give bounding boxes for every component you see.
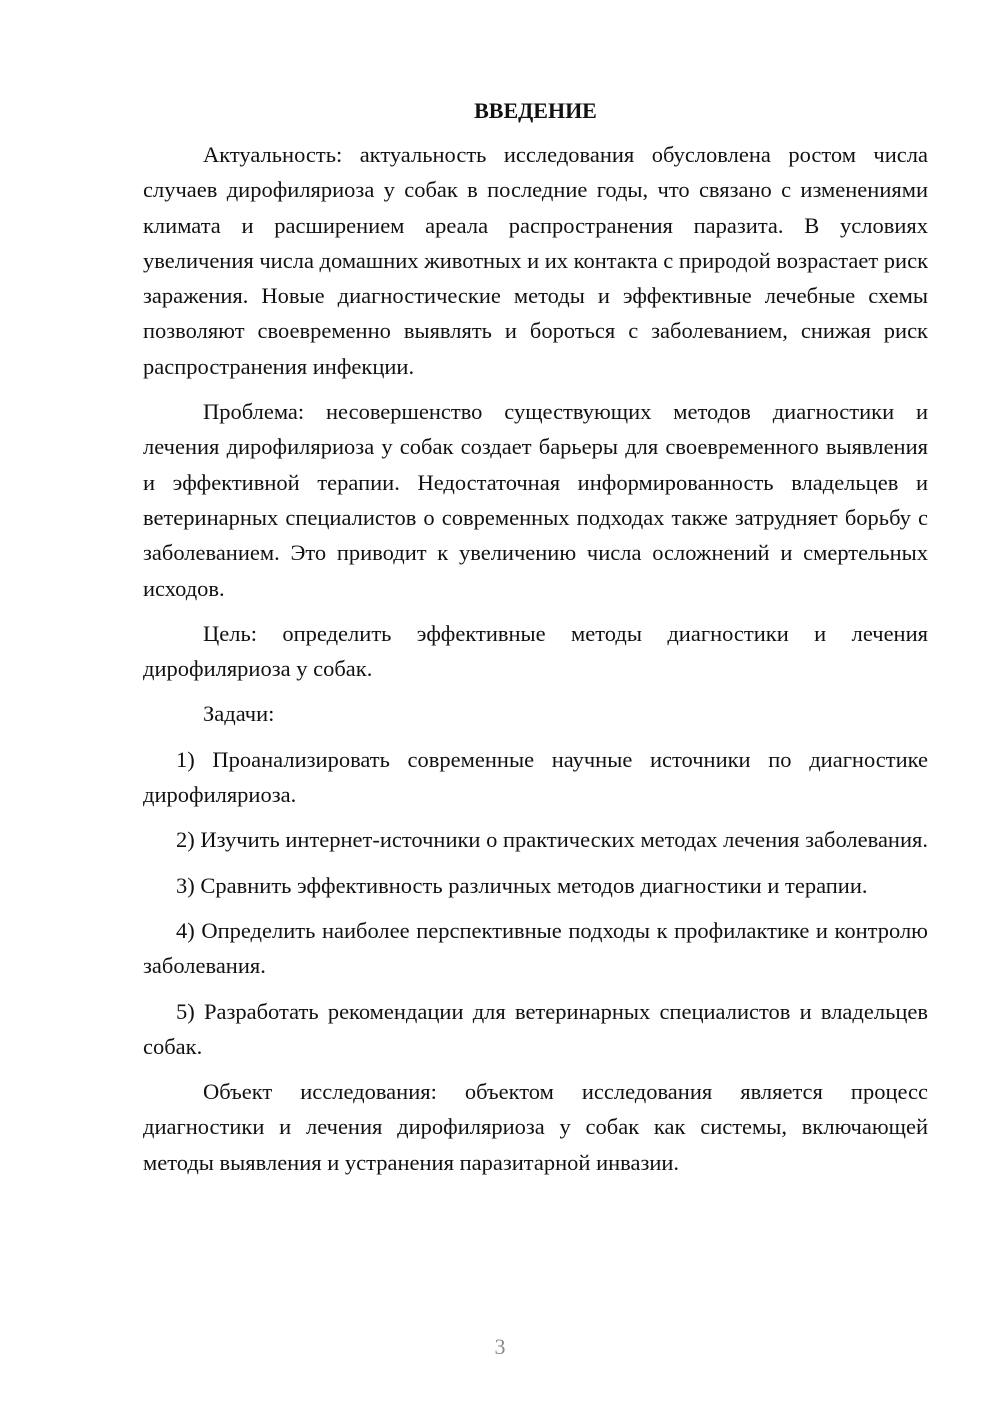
task-item-1: 1) Проанализировать современные научные источники по диагностике дирофиляриоза. [143, 746, 928, 808]
task-item-2: 2) Изучить интернет-источники о практических методах лечения заболевания. [176, 827, 928, 853]
section-title: ВВЕДЕНИЕ [474, 98, 597, 123]
goal-paragraph: Цель: определить эффективные методы диагностики и лечения дирофиляриоза у собак. [143, 620, 928, 682]
relevance-paragraph: Актуальность: актуальность исследования обусловлена ростом числа случаев дирофиляриоза у собак в последние годы, что связано с изменениями климата и расширением ареала распространения паразита. В условиях увеличения числа домашних животных и их контакта с природой возрастает риск заражения. Новые диагностические методы и эффективные лечебные схемы позволяют своевременно выявлять и бороться с заболеванием, снижая риск распространения инфекции. [143, 142, 928, 379]
page-content [143, 95, 928, 1190]
task-item-3: 3) Сравнить эффективность различных методов диагностики и терапии. [176, 872, 868, 898]
task-item-5: 5) Разработать рекомендации для ветеринарных специалистов и владельцев собак. [143, 998, 928, 1059]
page-number: 3 [494, 1334, 506, 1359]
tasks-heading: Задачи: [203, 701, 275, 727]
object-paragraph: Объект исследования: объектом исследования является процесс диагностики и лечения дирофиляриоза у собак как системы, включающей методы выявления и устранения паразитарной инвазии. [143, 1079, 928, 1175]
task-item-4: 4) Определить наиболее перспективные подходы к профилактике и контролю заболевания. [143, 917, 928, 979]
problem-paragraph: Проблема: несовершенство существующих методов диагностики и лечения дирофиляриоза у собак создает барьеры для своевременного выявления и эффективной терапии. Недостаточная информированность владельцев и ветеринарных специалистов о современных подходах также затрудняет борьбу с заболеванием. Это приводит к увеличению числа осложнений и смертельных исходов. [143, 399, 928, 601]
